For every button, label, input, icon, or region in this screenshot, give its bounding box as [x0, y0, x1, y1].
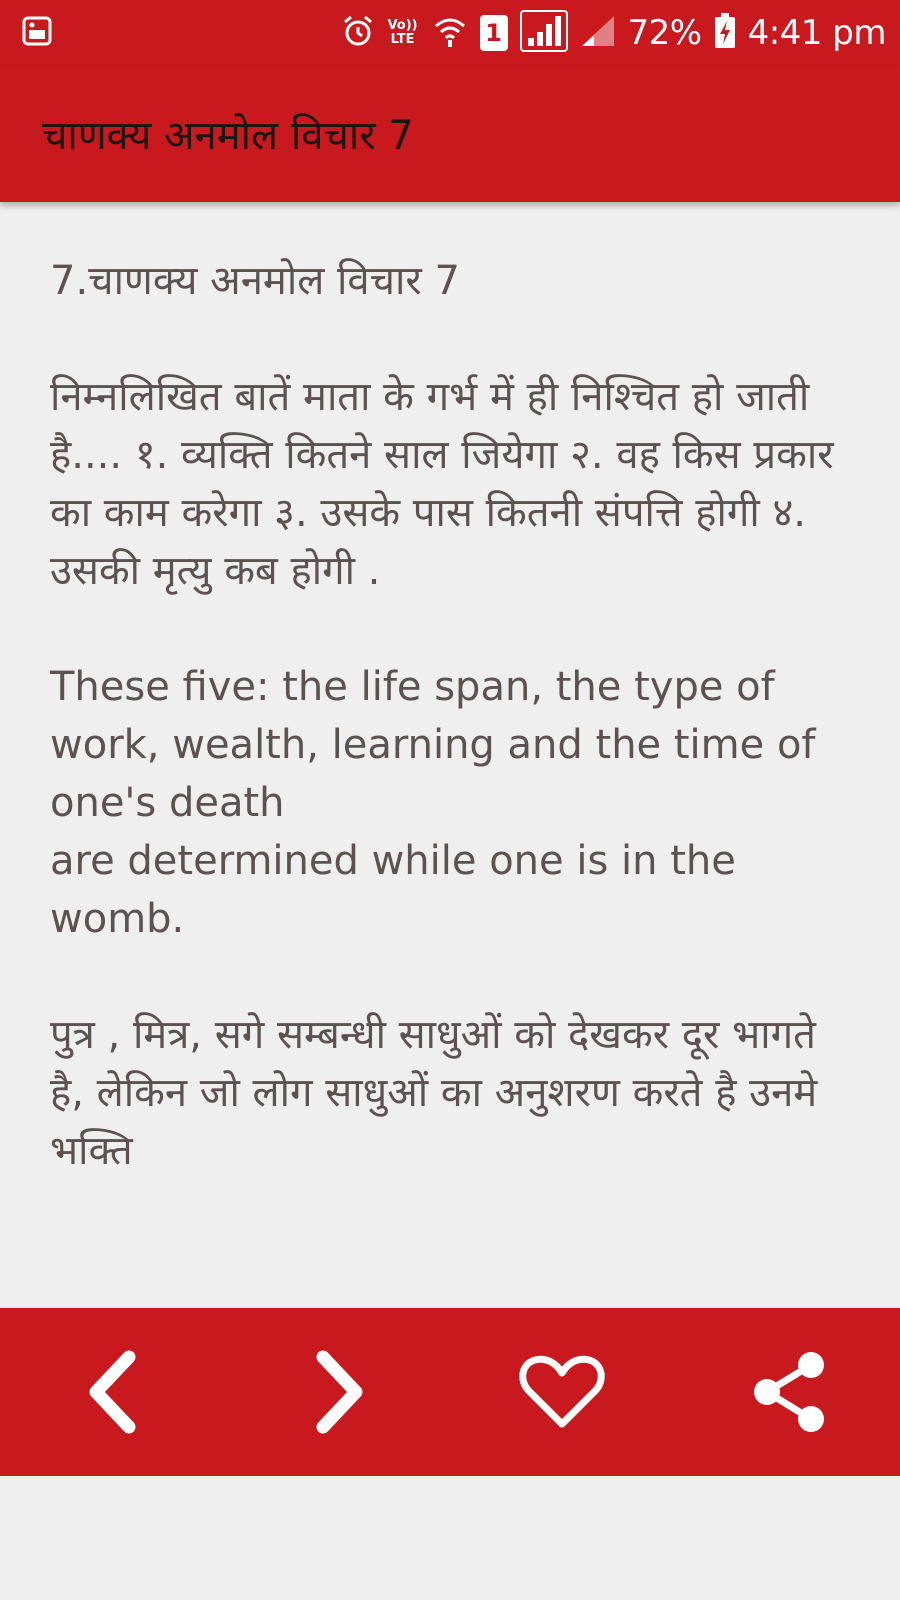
previous-icon [74, 1347, 154, 1437]
status-time: 4:41 pm [747, 13, 886, 53]
status-icons [342, 10, 886, 56]
next-icon [298, 1347, 378, 1437]
status-bar [0, 0, 900, 66]
quote-heading: 7.चाणक्य अनमोल विचार 7 [50, 258, 460, 304]
signal-weak-icon [580, 14, 616, 52]
volte-icon: Vo)) LTE [387, 18, 418, 47]
share-button[interactable] [730, 1332, 850, 1452]
app-bar [0, 66, 900, 202]
previous-button[interactable] [54, 1332, 174, 1452]
favorite-button[interactable] [502, 1332, 622, 1452]
signal-icon [520, 10, 568, 56]
page-title: चाणक्य अनमोल विचार 7 [42, 113, 414, 159]
quote-paragraph-english-1: These five: the life span, the type of work, wealth, learning and the time of one's death [50, 664, 816, 826]
quote-text [50, 252, 850, 1238]
quote-paragraph-hindi-2: पुत्र , मित्र, सगे सम्बन्धी साधुओं को देखकर दूर भागते है, लेकिन जो लोग साधुओं का अनुशरण करते है उनमे भक्ति [50, 1012, 818, 1174]
favorite-icon [517, 1352, 607, 1432]
quote-paragraph-english-2: are determined while one is in the womb. [50, 838, 736, 942]
battery-charging-icon [714, 13, 736, 53]
quote-paragraph-hindi-1: निम्नलिखित बातें माता के गर्भ में ही निश्चित हो जाती है.... १. व्यक्ति कितने साल जियेगा २. वह किस प्रकार का काम करेगा ३. उसके पास कितनी संपत्ति होगी ४. उसकी मृत्यु कब होगी . [50, 374, 834, 594]
share-icon [745, 1347, 835, 1437]
alarm-icon [342, 14, 374, 52]
next-button[interactable] [278, 1332, 398, 1452]
sim-icon: 1 [480, 15, 508, 51]
bottom-action-bar [0, 1308, 900, 1476]
wifi-icon [432, 14, 468, 52]
empty-footer-area [0, 1476, 900, 1600]
gallery-notification-icon [22, 16, 52, 46]
content-scroll-area[interactable] [0, 210, 900, 1308]
battery-percent: 72% [627, 13, 702, 53]
